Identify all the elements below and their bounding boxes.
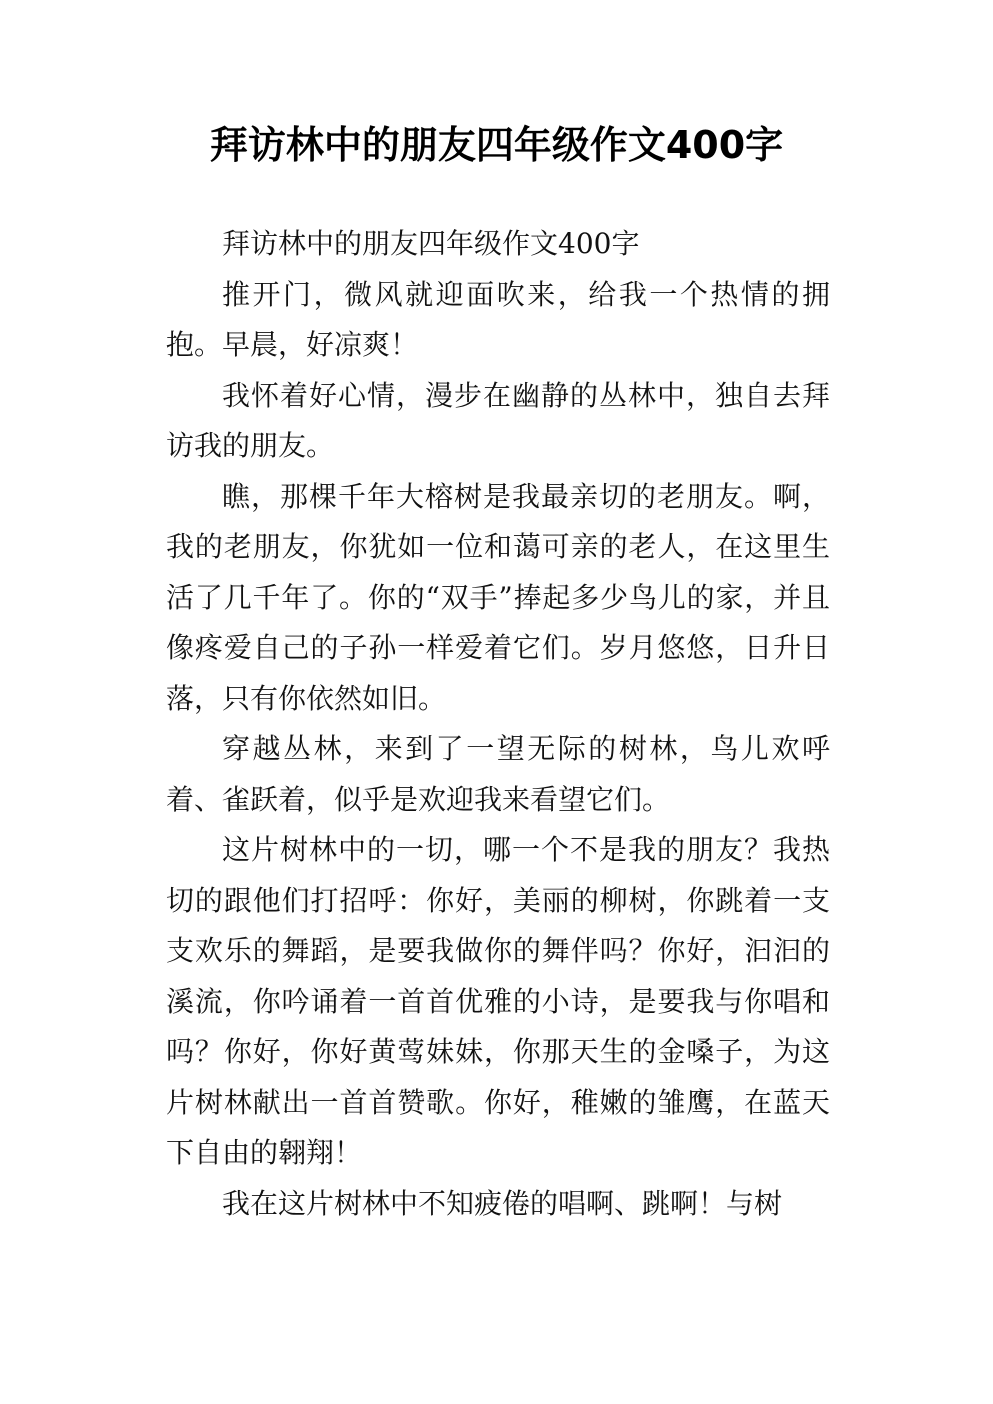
- paragraph-opening: 推开门，微风就迎面吹来，给我一个热情的拥抱。早晨，好凉爽！: [166, 277, 830, 361]
- paragraph-woods: 穿越丛林，来到了一望无际的树林，鸟儿欢呼着、雀跃着，似乎是欢迎我来看望它们。: [166, 732, 830, 816]
- paragraph-closing: 我在这片树林中不知疲倦的唱啊、跳啊！与树: [222, 1186, 783, 1220]
- paragraph-greetings: 这片树林中的一切，哪一个不是我的朋友？我热切的跟他们打招呼：你好，美丽的柳树，你跳着一支支欢乐的舞蹈，是要我做你的舞伴吗？你好，汩汩的溪流，你吟诵着一首首优雅的小诗，是要我与你唱和吗？你好，你好黄莺妹妹，你那天生的金嗓子，为这片树林献出一首首赞歌。你好，稚嫩的雏鹰，在蓝天下自由的翱翔！: [166, 833, 830, 1169]
- document-body: [166, 219, 830, 1229]
- paragraph-banyan-tree: 瞧，那棵千年大榕树是我最亲切的老朋友。啊，我的老朋友，你犹如一位和蔼可亲的老人，在这里生活了几千年了。你的“双手”捧起多少鸟儿的家，并且像疼爱自己的子孙一样爱着它们。岁月悠悠，日升日落，只有你依然如旧。: [166, 479, 830, 715]
- document-title: 拜访林中的朋友四年级作文400字: [209, 123, 784, 167]
- paragraph-subtitle: 拜访林中的朋友四年级作文400字: [222, 227, 640, 260]
- paragraph-stroll: 我怀着好心情，漫步在幽静的丛林中，独自去拜访我的朋友。: [166, 378, 830, 462]
